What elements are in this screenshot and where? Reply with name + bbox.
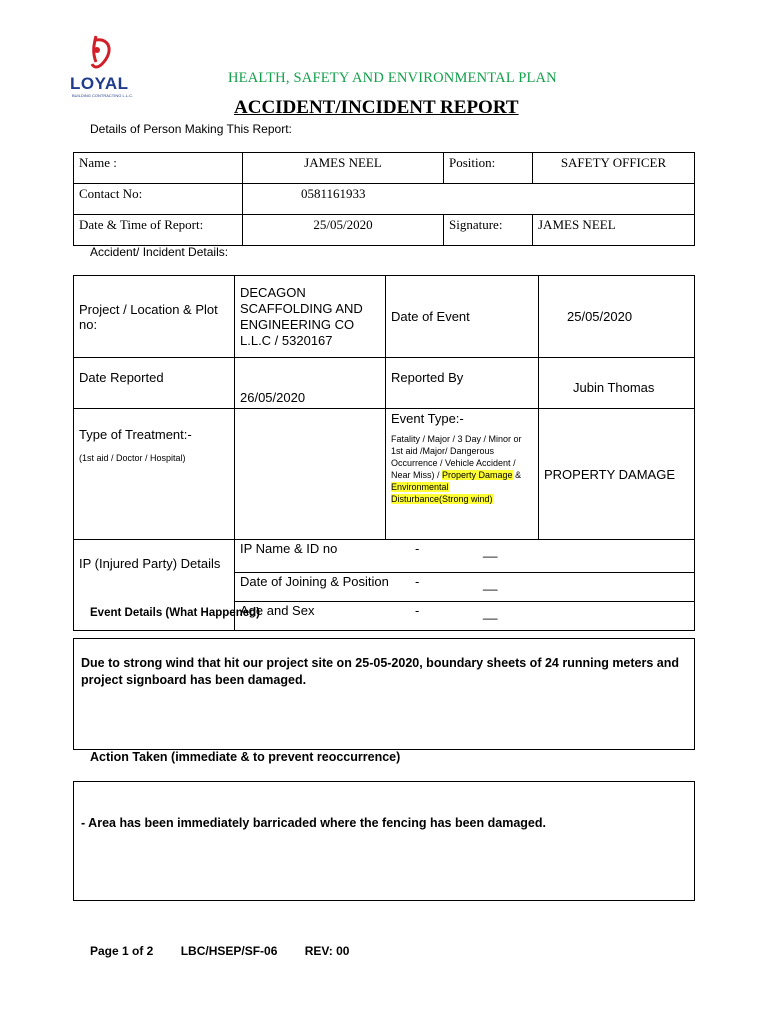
incident-section-label: Accident/ Incident Details: <box>90 245 229 259</box>
report-date-value: 25/05/2020 <box>243 215 444 246</box>
table-row <box>74 540 695 573</box>
name-value: JAMES NEEL <box>243 153 444 184</box>
footer-page: Page 1 of 2 <box>90 944 154 958</box>
company-logo <box>66 30 156 102</box>
date-reported-value: 26/05/2020 <box>235 358 386 409</box>
treatment-cell <box>74 409 235 540</box>
event-details-label: Event Details (What Happened) <box>90 607 260 619</box>
position-value: SAFETY OFFICER <box>533 153 695 184</box>
ip-row-label: Date of Joining & Position <box>240 574 389 589</box>
event-type-text: Fatality / Major / 3 Day / Minor or 1st aid /Major/ Dangerous Occurrence / Vehicle Accident / Near Miss) / <box>391 434 522 480</box>
project-value: DECAGON SCAFFOLDING AND ENGINEERING CO L.L.C / 5320167 <box>235 276 386 358</box>
footer-code: LBC/HSEP/SF-06 <box>180 944 278 958</box>
table-row <box>74 358 695 409</box>
contact-label: Contact No: <box>74 184 243 215</box>
table-row <box>74 184 695 215</box>
action-taken-text: - Area has been immediately barricaded where the fencing has been damaged. <box>81 816 546 830</box>
ip-row <box>235 540 695 573</box>
plan-title: HEALTH, SAFETY AND ENVIRONMENTAL PLAN <box>228 70 557 86</box>
ip-row-value: __ <box>483 543 498 558</box>
ip-row-label: IP Name & ID no <box>240 541 338 556</box>
event-type-highlight-1: Property Damage <box>442 470 513 480</box>
project-label: Project / Location & Plot no: <box>74 276 235 358</box>
ip-label: IP (Injured Party) Details <box>74 540 235 631</box>
footer <box>90 944 373 958</box>
table-row <box>74 409 695 540</box>
date-reported-label: Date Reported <box>74 358 235 409</box>
table-row <box>74 215 695 246</box>
date-event-value: 25/05/2020 <box>539 276 695 358</box>
event-type-options <box>391 433 523 505</box>
event-type-value: PROPERTY DAMAGE <box>539 409 695 540</box>
contact-value: 0581161933 <box>243 184 695 215</box>
event-type-highlight-2: Environmental Disturbance(Strong wind) <box>391 482 493 504</box>
date-event-label: Date of Event <box>386 276 539 358</box>
event-details-box <box>73 638 695 750</box>
treatment-options: (1st aid / Doctor / Hospital) <box>79 453 186 463</box>
event-type-amp: & <box>512 470 522 480</box>
name-label: Name : <box>74 153 243 184</box>
ip-row-value: __ <box>483 576 498 591</box>
ip-row <box>235 602 695 631</box>
reported-by-label: Reported By <box>386 358 539 409</box>
ip-row <box>235 573 695 602</box>
action-taken-box <box>73 781 695 901</box>
report-title: ACCIDENT/INCIDENT REPORT <box>234 97 519 118</box>
position-label: Position: <box>444 153 533 184</box>
ip-row-label: Age and Sex <box>240 603 315 618</box>
action-taken-label: Action Taken (immediate & to prevent reoccurrence) <box>90 750 401 764</box>
reporter-section-label: Details of Person Making This Report: <box>90 122 292 136</box>
ip-row-dash: - <box>415 574 420 589</box>
event-type-label: Event Type:- <box>391 411 464 426</box>
event-details-text: Due to strong wind that hit our project site on 25-05-2020, boundary sheets of 24 running meters and project signboard has been damaged. <box>81 656 680 687</box>
table-row <box>74 153 695 184</box>
reported-by-value: Jubin Thomas <box>539 358 695 409</box>
event-type-cell <box>386 409 539 540</box>
reporter-table <box>73 152 695 246</box>
ip-row-dash: - <box>415 541 420 556</box>
ip-row-value: __ <box>483 605 498 620</box>
treatment-value <box>235 409 386 540</box>
signature-value: JAMES NEEL <box>533 215 695 246</box>
table-row <box>74 276 695 358</box>
incident-table <box>73 275 695 631</box>
signature-label: Signature: <box>444 215 533 246</box>
report-date-label: Date & Time of Report: <box>74 215 243 246</box>
ip-row-dash: - <box>415 603 420 618</box>
footer-rev: REV: 00 <box>304 944 350 958</box>
treatment-label: Type of Treatment:- <box>79 427 192 442</box>
logo-text: LOYAL <box>70 74 129 93</box>
logo-subtext: BUILDING CONTRACTING L.L.C. <box>72 93 134 98</box>
